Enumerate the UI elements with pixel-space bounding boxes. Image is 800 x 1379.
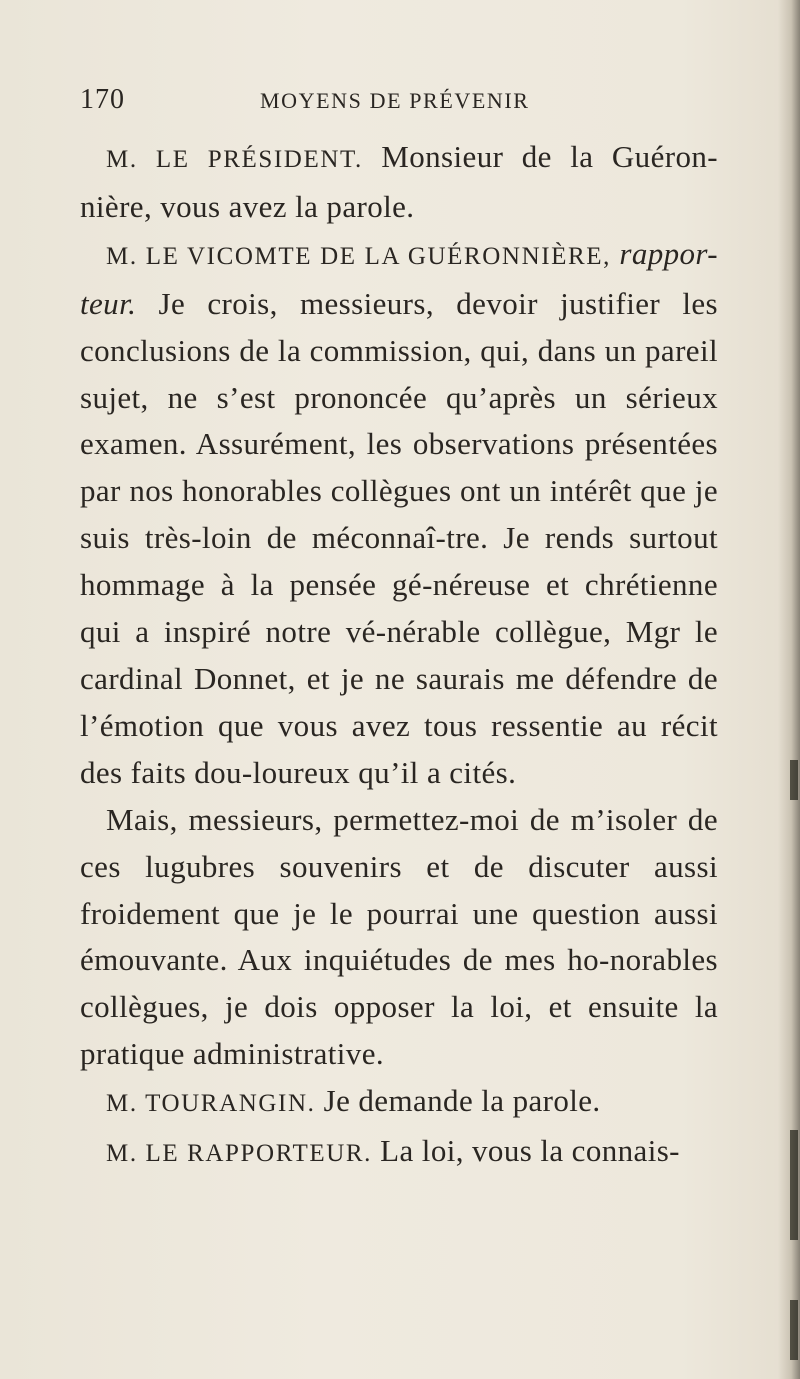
speaker-name: M. LE VICOMTE DE LA GUÉRONNIÈRE, bbox=[106, 242, 612, 270]
page-edge-mark bbox=[790, 1300, 798, 1360]
speech-text: La loi, vous la connais- bbox=[372, 1133, 680, 1169]
speaker-name: M. LE PRÉSIDENT. bbox=[106, 146, 363, 173]
page-edge-mark bbox=[790, 760, 798, 800]
page-edge-mark bbox=[790, 1130, 798, 1240]
page-number: 170 bbox=[80, 84, 125, 115]
running-head: MOYENS DE PRÉVENIR bbox=[260, 88, 530, 113]
speaker-title: rappor-teur. bbox=[80, 235, 718, 321]
paragraph bbox=[80, 1078, 718, 1128]
paragraph bbox=[80, 797, 718, 1078]
paragraph bbox=[80, 134, 718, 231]
speech-text: Monsieur de la Guéron-nière, vous avez la parole. bbox=[80, 139, 718, 224]
speech-text: Je crois, messieurs, devoir justifier les conclusions de la commission, qui, dans un pareil sujet, ne s’est prononcée qu’après un sérieux examen. Assurément, les observations présentées par nos honorables collègues ont un intérêt que je suis très-loin de méconnaî-tre. Je rends surtout hommage à la pensée gé-néreuse et chrétienne qui a inspiré notre vé-nérable collègue, Mgr le cardinal Donnet, et je ne saurais me défendre de l’émotion que vous avez tous ressentie au récit des faits dou-loureux qu’il a cités. bbox=[80, 285, 718, 790]
speaker-name: M. LE RAPPORTEUR. bbox=[106, 1140, 373, 1168]
body-text bbox=[80, 134, 718, 1178]
paragraph bbox=[80, 1128, 718, 1178]
speech-text: Je demande la parole. bbox=[315, 1083, 601, 1119]
paragraph bbox=[80, 231, 718, 797]
speech-text: Mais, messieurs, permettez-moi de m’isoler de ces lugubres souvenirs et de discuter aussi froidement que je le pourrai une question aussi émouvante. Aux inquiétudes de mes ho-norables collègues, je dois opposer la loi, et ensuite la pratique administrative. bbox=[80, 801, 718, 1072]
page-header bbox=[80, 84, 720, 124]
speaker-name: M. TOURANGIN. bbox=[106, 1090, 316, 1118]
